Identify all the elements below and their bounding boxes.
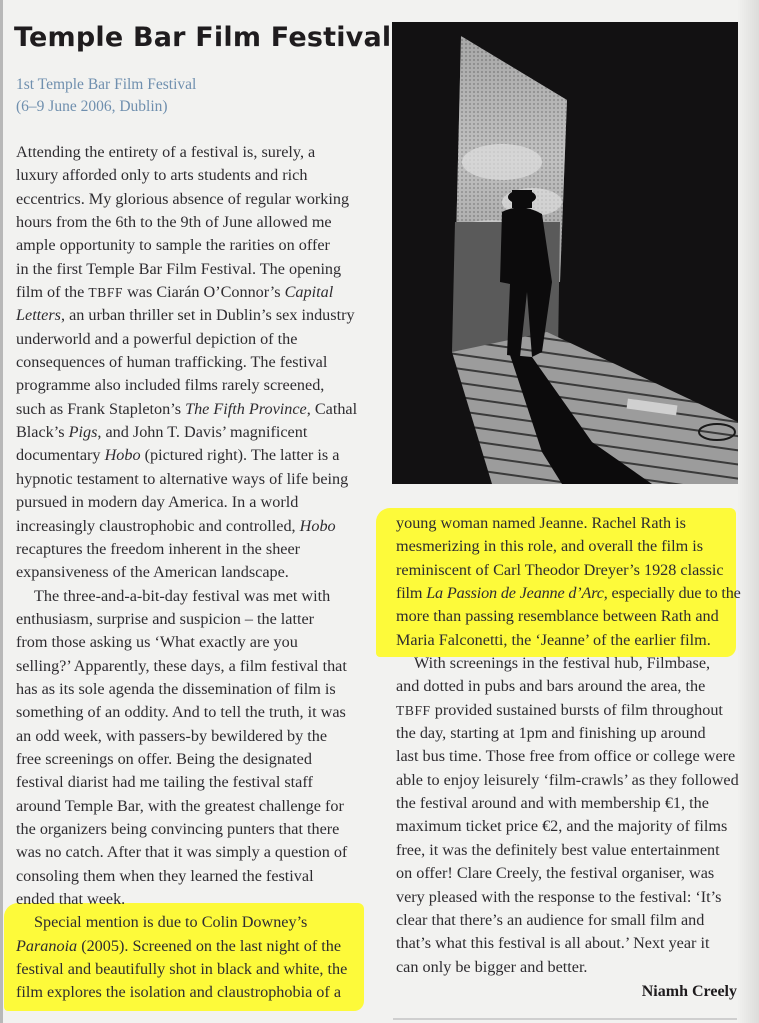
text-run: , and John T. Davis’ magnificent [97, 423, 308, 442]
acronym-tbff: TBFF [88, 285, 124, 301]
right-column-body [396, 512, 741, 979]
film-title: Letters [16, 306, 61, 325]
text-line [16, 515, 376, 538]
author-byline: Niamh Creely [641, 983, 737, 1000]
text-line: The three-and-a-bit-day festival was met with [34, 586, 331, 605]
text-run: increasingly claustrophobic and controlled, [16, 516, 300, 535]
film-title: Hobo [104, 446, 141, 465]
acronym-tbff: TBFF [396, 702, 431, 718]
text-line: something of an oddity. And to tell the truth, it was [16, 703, 346, 722]
article-title: Temple Bar Film Festival [14, 22, 392, 53]
text-line: the day, starting at 1pm and finishing up around [396, 724, 706, 743]
text-line: luxury afforded only to arts students and rich [16, 166, 308, 185]
text-line: in the first Temple Bar Film Festival. The opening [16, 259, 342, 278]
text-line: pursued in modern day America. In a world [16, 493, 299, 512]
film-title: Pigs [68, 423, 98, 442]
text-line: consoling them when they learned the festival [16, 866, 314, 885]
text-line: on offer! Clare Creely, the festival organiser, was [396, 864, 715, 883]
text-line: ended that week. [16, 890, 126, 908]
text-line: the festival around and with membership €1, the [396, 794, 709, 813]
text-line: festival and beautifully shot in black and white, the [16, 960, 348, 979]
text-line [16, 398, 376, 421]
text-line: eccentrics. My glorious absence of regular working [16, 189, 350, 208]
text-run: (pictured right). The latter is a [140, 446, 340, 465]
text-line: has as its sole agenda the dissemination of film is [16, 679, 336, 698]
text-line: consequences of human trafficking. The festival [16, 353, 328, 372]
text-line: young woman named Jeanne. Rachel Rath is [396, 514, 686, 532]
text-line: hypnotic testament to alternative ways of life being [16, 469, 349, 488]
text-line: With screenings in the festival hub, Filmbase, [414, 654, 711, 673]
subtitle-line: (6–9 June 2006, Dublin) [16, 98, 168, 115]
text-line: can only be bigger and better. [396, 957, 588, 976]
text-line: last bus time. Those free from office or college were [396, 747, 736, 766]
text-line: free, it was the definitely best value entertainment [396, 840, 720, 859]
film-title: The Fifth Province [185, 399, 307, 418]
text-line: very pleased with the response to the festival: ‘It’s [396, 887, 722, 906]
text-run: , Cathal [306, 399, 358, 418]
text-line: free screenings on offer. Being the designated [16, 749, 312, 768]
subtitle-line: 1st Temple Bar Film Festival [16, 76, 197, 93]
text-line: Maria Falconetti, the ‘Jeanne’ of the earlier film. [396, 630, 711, 649]
text-line [16, 444, 376, 467]
text-line: Special mention is due to Colin Downey’s [34, 913, 308, 932]
text-line: selling?’ Apparently, these days, a film festival that [16, 656, 347, 675]
left-column-body [16, 141, 376, 1005]
text-line: clear that there’s an audience for small film and [396, 910, 705, 929]
text-line: mesmerizing in this role, and overall the film is [396, 537, 704, 556]
text-line: enthusiasm, surprise and suspicion – the latter [16, 609, 315, 628]
text-line: more than passing resemblance between Rath and [396, 607, 719, 626]
film-title: Hobo [299, 516, 336, 535]
article-subtitle [16, 74, 196, 118]
text-run: (2005). Screened on the last night of the [77, 936, 342, 955]
text-line: underworld and a powerful depiction of the [16, 329, 298, 348]
text-line: and dotted in pubs and bars around the area, the [396, 677, 706, 696]
text-line [396, 699, 741, 722]
text-line: festival diarist had me tailing the festival staff [16, 773, 313, 792]
film-title: Capital [284, 283, 334, 302]
text-line: recaptures the freedom inherent in the sheer [16, 539, 301, 558]
text-line: was no catch. After that it was simply a question of [16, 843, 348, 862]
text-run: , especially due to the [603, 584, 741, 603]
hobo-photo [392, 22, 738, 484]
film-title: La Passion de Jeanne d’Arc [426, 584, 604, 603]
text-line: an odd week, with passers-by bewildered by the [16, 726, 328, 745]
text-line [16, 304, 376, 327]
text-line: film explores the isolation and claustrophobia of a [16, 983, 342, 1002]
text-run: , an urban thriller set in Dublin’s sex industry [60, 306, 355, 325]
text-line: Attending the entirety of a festival is, surely, a [16, 143, 316, 161]
text-run: documentary [16, 446, 105, 465]
photo-icon [392, 22, 738, 484]
text-line: that’s what this festival is all about.’ Next year it [396, 934, 710, 953]
text-line: reminiscent of Carl Theodor Dreyer’s 1928 classic [396, 560, 724, 579]
bottom-rule [393, 1018, 737, 1020]
text-line [16, 281, 376, 304]
text-line [16, 935, 376, 958]
text-run: film [396, 584, 427, 603]
text-line: able to enjoy leisurely ‘film-crawls’ as they followed [396, 770, 739, 789]
text-run: was Ciarán O’Connor’s [123, 283, 285, 302]
text-line: ample opportunity to sample the rarities on offer [16, 236, 330, 255]
text-line [396, 582, 741, 605]
text-line [16, 421, 376, 444]
text-line: around Temple Bar, with the greatest challenge for [16, 796, 344, 815]
text-line: maximum ticket price €2, and the majority of films [396, 817, 728, 836]
text-line: hours from the 6th to the 9th of June allowed me [16, 213, 332, 232]
page-left-edge [0, 0, 3, 1023]
text-line: expansiveness of the American landscape. [16, 563, 289, 582]
text-run: provided sustained bursts of film throughout [430, 700, 723, 719]
text-run: Black’s [16, 423, 69, 442]
text-run: film of the [16, 283, 89, 302]
text-line: the organizers being convincing punters that there [16, 819, 340, 838]
film-title: Paranoia [16, 936, 78, 955]
text-line: programme also included films rarely screened, [16, 376, 325, 395]
text-line: from those asking us ‘What exactly are you [16, 633, 298, 652]
text-run: such as Frank Stapleton’s [16, 399, 186, 418]
